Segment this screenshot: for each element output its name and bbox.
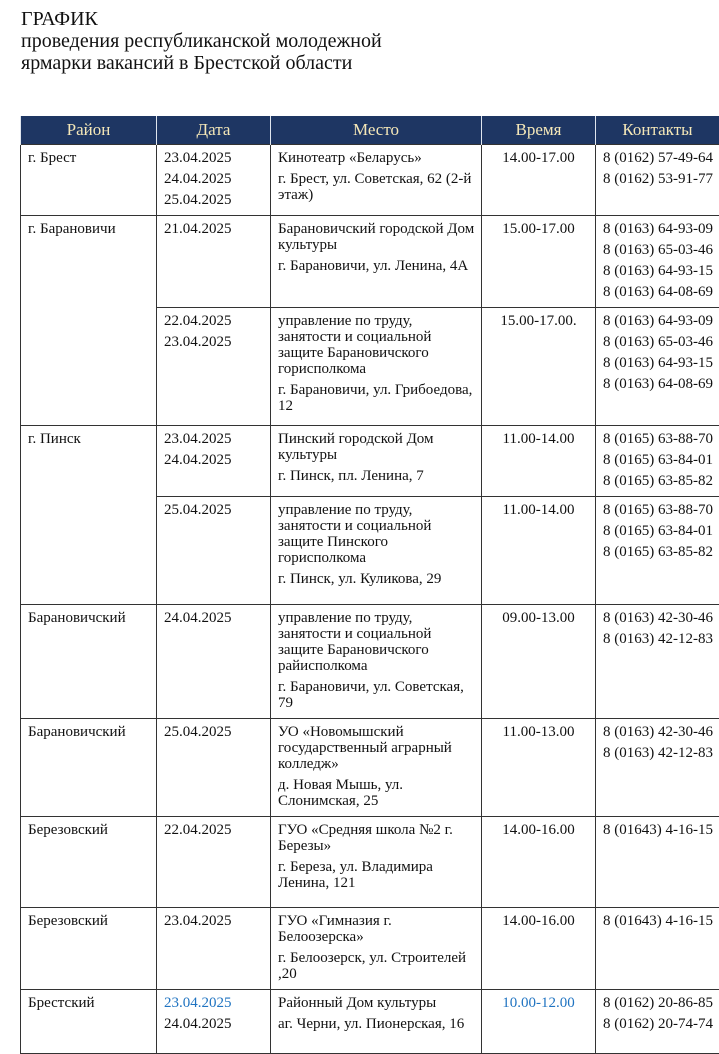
district-cell: Барановичский	[21, 719, 157, 817]
district-cell: Брестский	[21, 990, 157, 1054]
table-row	[21, 216, 719, 308]
header-date: Дата	[157, 116, 271, 145]
contacts-cell: 8 (0162) 57-49-64 8 (0162) 53-91-77	[596, 145, 719, 216]
district-cell: Березовский	[21, 908, 157, 990]
time-cell: 14.00-17.00	[482, 145, 596, 216]
title-line-1: ГРАФИК	[21, 8, 382, 30]
contacts-cell: 8 (0163) 42-30-46 8 (0163) 42-12-83	[596, 719, 719, 817]
time-cell: 10.00-12.00	[482, 990, 596, 1054]
header-district: Район	[21, 116, 157, 145]
date-cell: 23.04.2025 24.04.2025	[157, 990, 271, 1054]
date-cell: 25.04.2025	[157, 497, 271, 605]
time-cell: 15.00-17.00.	[482, 308, 596, 426]
time-cell: 14.00-16.00	[482, 908, 596, 990]
contacts-cell: 8 (0163) 64-93-09 8 (0163) 65-03-46 8 (0163) 64-93-15 8 (0163) 64-08-69	[596, 216, 719, 308]
title-line-3: ярмарки вакансий в Брестской области	[21, 52, 382, 74]
schedule-table	[20, 116, 719, 1054]
district-cell: г. Барановичи	[21, 216, 157, 426]
header-time: Время	[482, 116, 596, 145]
place-cell: Барановичский городской Дом культуры г. Барановичи, ул. Ленина, 4А	[271, 216, 482, 308]
document-title	[21, 8, 382, 74]
table-row	[21, 908, 719, 990]
contacts-cell: 8 (01643) 4-16-15	[596, 908, 719, 990]
contacts-cell: 8 (0162) 20-86-85 8 (0162) 20-74-74	[596, 990, 719, 1054]
table-header	[21, 116, 719, 145]
place-cell: УО «Новомышский государственный аграрный колледж» д. Новая Мышь, ул. Слонимская, 25	[271, 719, 482, 817]
table-row	[21, 426, 719, 497]
time-cell: 11.00-13.00	[482, 719, 596, 817]
date-cell: 24.04.2025	[157, 605, 271, 719]
district-cell: г. Пинск	[21, 426, 157, 605]
date-cell: 21.04.2025	[157, 216, 271, 308]
time-cell: 14.00-16.00	[482, 817, 596, 908]
place-cell: Пинский городской Дом культуры г. Пинск, пл. Ленина, 7	[271, 426, 482, 497]
place-cell: управление по труду, занятости и социальной защите Барановичского райисполкома г. Барановичи, ул. Советская, 79	[271, 605, 482, 719]
date-cell: 22.04.2025	[157, 817, 271, 908]
contacts-cell: 8 (01643) 4-16-15	[596, 817, 719, 908]
place-cell: управление по труду, занятости и социальной защите Барановичского горисполкома г. Барановичи, ул. Грибоедова, 12	[271, 308, 482, 426]
date-cell: 23.04.2025 24.04.2025	[157, 426, 271, 497]
place-cell: управление по труду, занятости и социальной защите Пинского горисполкома г. Пинск, ул. Куликова, 29	[271, 497, 482, 605]
date-cell: 23.04.2025	[157, 908, 271, 990]
time-cell: 09.00-13.00	[482, 605, 596, 719]
title-line-2: проведения республиканской молодежной	[21, 30, 382, 52]
header-contacts: Контакты	[596, 116, 719, 145]
table-row	[21, 719, 719, 817]
place-cell: Кинотеатр «Беларусь» г. Брест, ул. Советская, 62 (2-й этаж)	[271, 145, 482, 216]
table-row	[21, 990, 719, 1054]
contacts-cell: 8 (0163) 64-93-09 8 (0163) 65-03-46 8 (0163) 64-93-15 8 (0163) 64-08-69	[596, 308, 719, 426]
place-cell: ГУО «Гимназия г. Белоозерска» г. Белоозерск, ул. Строителей ,20	[271, 908, 482, 990]
date-cell: 22.04.2025 23.04.2025	[157, 308, 271, 426]
district-cell: Березовский	[21, 817, 157, 908]
place-cell: Районный Дом культуры аг. Черни, ул. Пионерская, 16	[271, 990, 482, 1054]
time-cell: 15.00-17.00	[482, 216, 596, 308]
contacts-cell: 8 (0165) 63-88-70 8 (0165) 63-84-01 8 (0165) 63-85-82	[596, 497, 719, 605]
contacts-cell: 8 (0165) 63-88-70 8 (0165) 63-84-01 8 (0165) 63-85-82	[596, 426, 719, 497]
header-place: Место	[271, 116, 482, 145]
place-cell: ГУО «Средняя школа №2 г. Березы» г. Береза, ул. Владимира Ленина, 121	[271, 817, 482, 908]
district-cell: г. Брест	[21, 145, 157, 216]
time-cell: 11.00-14.00	[482, 497, 596, 605]
table-row	[21, 605, 719, 719]
contacts-cell: 8 (0163) 42-30-46 8 (0163) 42-12-83	[596, 605, 719, 719]
district-cell: Барановичский	[21, 605, 157, 719]
table-row	[21, 145, 719, 216]
table-row	[21, 817, 719, 908]
time-cell: 11.00-14.00	[482, 426, 596, 497]
date-cell: 23.04.2025 24.04.2025 25.04.2025	[157, 145, 271, 216]
date-cell: 25.04.2025	[157, 719, 271, 817]
